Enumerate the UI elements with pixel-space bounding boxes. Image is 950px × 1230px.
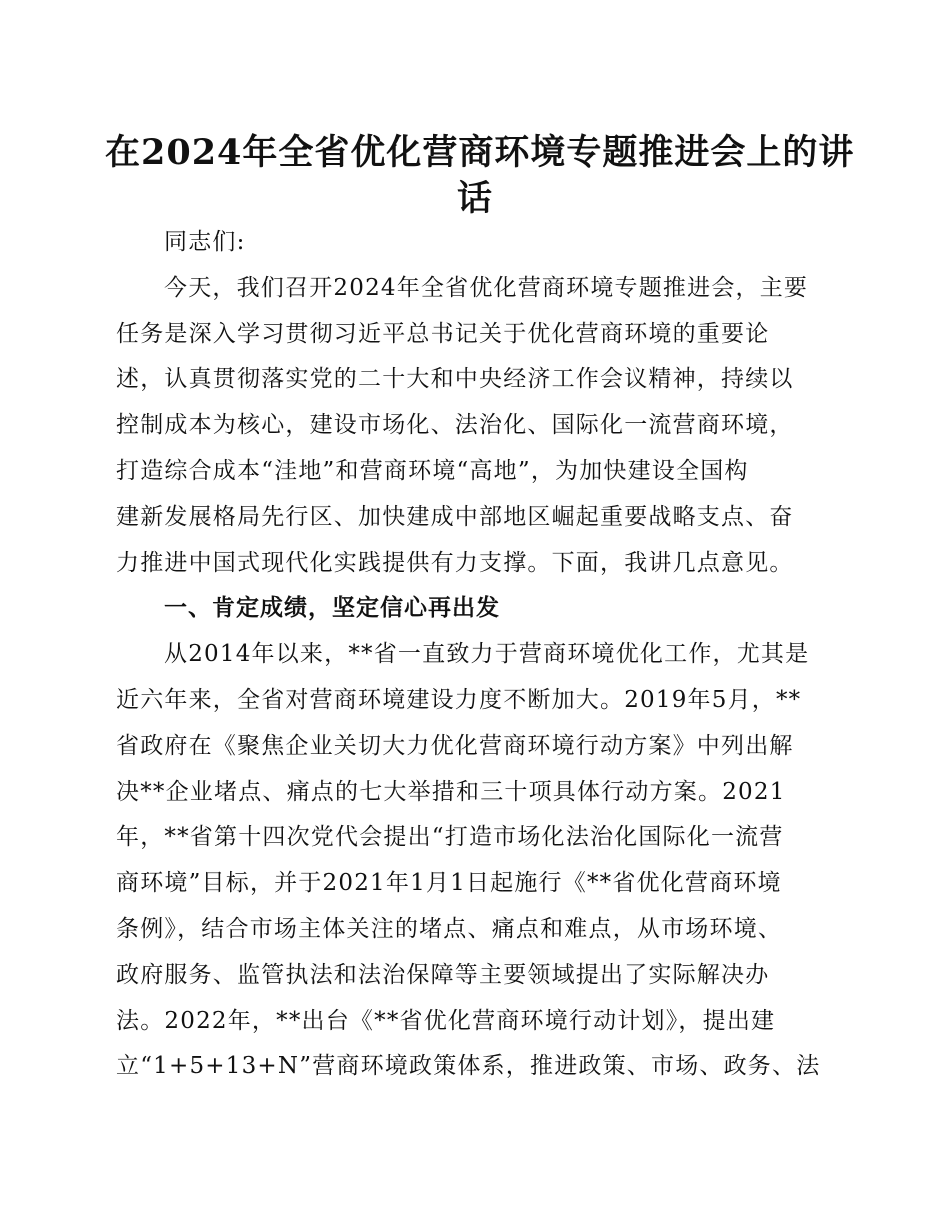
section-line: 法。2022年，**出台《**省优化营商环境行动计划》，提出建 [116, 1007, 776, 1034]
section-line: 商环境”目标，并于2021年1月1日起施行《**省优化营商环境 [116, 870, 782, 897]
section-line: 政府服务、监管执法和法治保障等主要领域提出了实际解决办 [116, 961, 770, 988]
intro-line: 打造综合成本“洼地”和营商环境“高地”，为加快建设全国构 [116, 457, 749, 484]
intro-line: 控制成本为核心，建设市场化、法治化、国际化一流营商环境， [116, 412, 794, 439]
section-line: 立“1+5+13+N”营商环境政策体系，推进政策、市场、政务、法 [116, 1053, 821, 1080]
section-heading: 一、肯定成绩，坚定信心再出发 [164, 595, 500, 622]
title-line-2: 话 [456, 178, 493, 219]
intro-line: 建新发展格局先行区、加快建成中部地区崛起重要战略支点、奋 [116, 503, 794, 530]
section-line: 省政府在《聚焦企业关切大力优化营商环境行动方案》中列出解 [116, 732, 794, 759]
section-line: 从2014年以来，**省一直致力于营商环境优化工作，尤其是 [164, 641, 810, 668]
salutation: 同志们: [164, 229, 246, 255]
intro-line: 今天，我们召开2024年全省优化营商环境专题推进会，主要 [164, 274, 809, 301]
section-line: 条例》，结合市场主体关注的堵点、痛点和难点，从市场环境、 [116, 915, 783, 942]
section-line: 决**企业堵点、痛点的七大举措和三十项具体行动方案。2021 [116, 778, 786, 805]
intro-line: 述，认真贯彻落实党的二十大和中央经济工作会议精神，持续以 [116, 366, 794, 393]
section-line: 年，**省第十四次党代会提出“打造市场化法治化国际化一流营 [116, 824, 784, 851]
document-body [116, 220, 836, 1090]
intro-line: 任务是深入学习贯彻习近平总书记关于优化营商环境的重要论 [116, 320, 770, 347]
title-line-1: 在2024年全省优化营商环境专题推进会上的讲 [105, 132, 855, 173]
section-line: 近六年来，全省对营商环境建设力度不断加大。2019年5月，** [116, 686, 802, 713]
document-title [105, 130, 855, 222]
intro-line: 力推进中国式现代化实践提供有力支撑。下面，我讲几点意见。 [116, 549, 794, 576]
